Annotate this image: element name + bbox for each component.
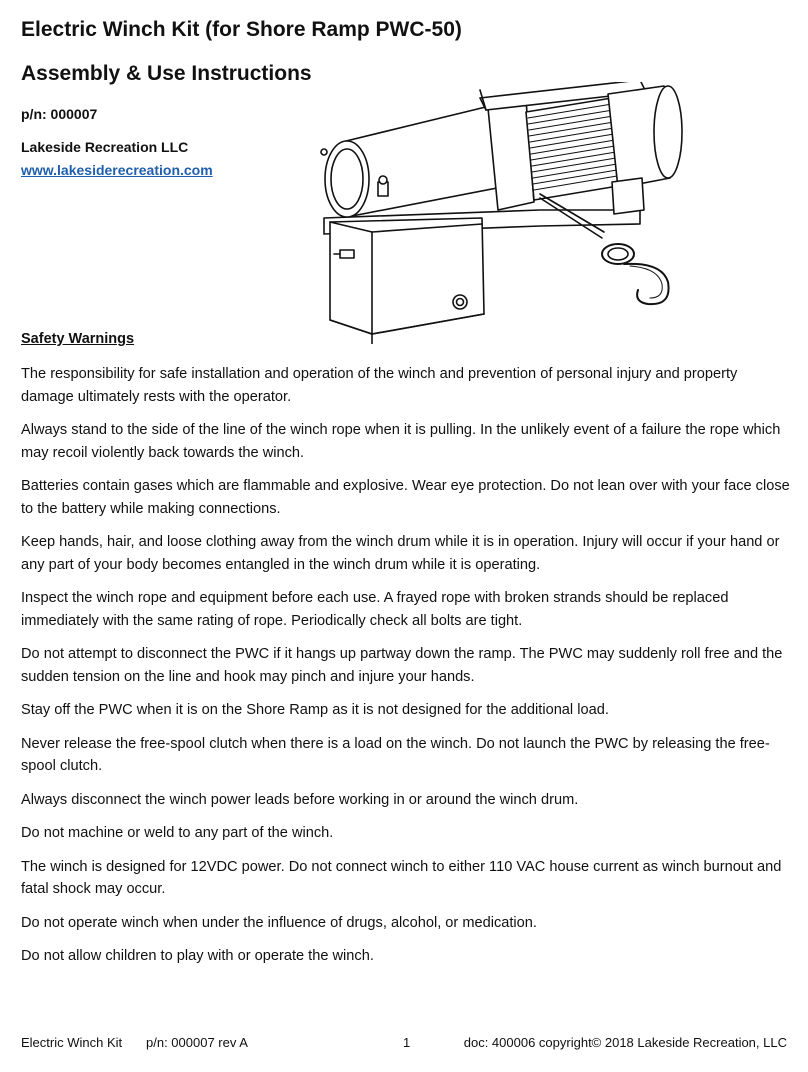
document-title: Electric Winch Kit (for Shore Ramp PWC-50) [21,18,462,41]
warning-item: Never release the free-spool clutch when there is a load on the winch. Do not launch the PWC by releasing the free-spool clutch. [21,735,770,774]
warning-item: Inspect the winch rope and equipment before each use. A frayed rope with broken strands should be replaced immediately with the same rating of rope. Periodically check all bolts are tight. [21,590,729,629]
warning-item: Do not operate winch when under the influence of drugs, alcohol, or medication. [21,914,537,931]
warning-item: Stay off the PWC when it is on the Shore Ramp as it is not designed for the additional load. [21,702,609,718]
warning-item: The winch is designed for 12VDC power. Do not connect winch to either 110 VAC house current as winch burnout and fatal shock may occur. [21,858,782,897]
footer-page-number: 1 [403,1035,411,1050]
warning-item: Do not attempt to disconnect the PWC if it hangs up partway down the ramp. The PWC may suddenly roll free and the sudden tension on the line and hook may pinch and injure your hands. [21,646,783,685]
warning-item: Always stand to the side of the line of the winch rope when it is pulling. In the unlikely event of a failure the rope which may recoil violently back towards the winch. [21,422,781,461]
warning-item: Always disconnect the winch power leads before working in or around the winch drum. [21,791,579,808]
safety-heading: Safety Warnings [21,331,135,347]
page-footer [21,1035,787,1051]
company-name: Lakeside Recreation LLC [21,139,189,155]
footer-doc-name: Electric Winch Kit [21,1035,123,1050]
part-number: p/n: 000007 [21,106,98,122]
website-link[interactable]: www.lakesiderecreation.com [21,162,213,178]
footer-part-rev: p/n: 000007 rev A [146,1035,248,1050]
footer-copyright: doc: 400006 copyright© 2018 Lakeside Recreation, LLC [463,1035,787,1050]
warning-item: The responsibility for safe installation and operation of the winch and prevention of personal injury and property damage ultimately rests with the operator. [21,366,738,405]
safety-warnings-list [21,363,791,979]
warning-item: Keep hands, hair, and loose clothing away from the winch drum while it is in operation. Injury will occur if your hand or any part of your body becomes entangled in the winch drum while it is operating. [21,534,780,573]
warning-item: Do not allow children to play with or operate the winch. [21,948,374,964]
warning-item: Do not machine or weld to any part of the winch. [21,825,334,841]
warning-item: Batteries contain gases which are flammable and explosive. Wear eye protection. Do not lean over with your face close to the battery while making connections. [21,478,790,517]
document-subtitle: Assembly & Use Instructions [21,62,312,85]
winch-illustration [312,82,702,344]
